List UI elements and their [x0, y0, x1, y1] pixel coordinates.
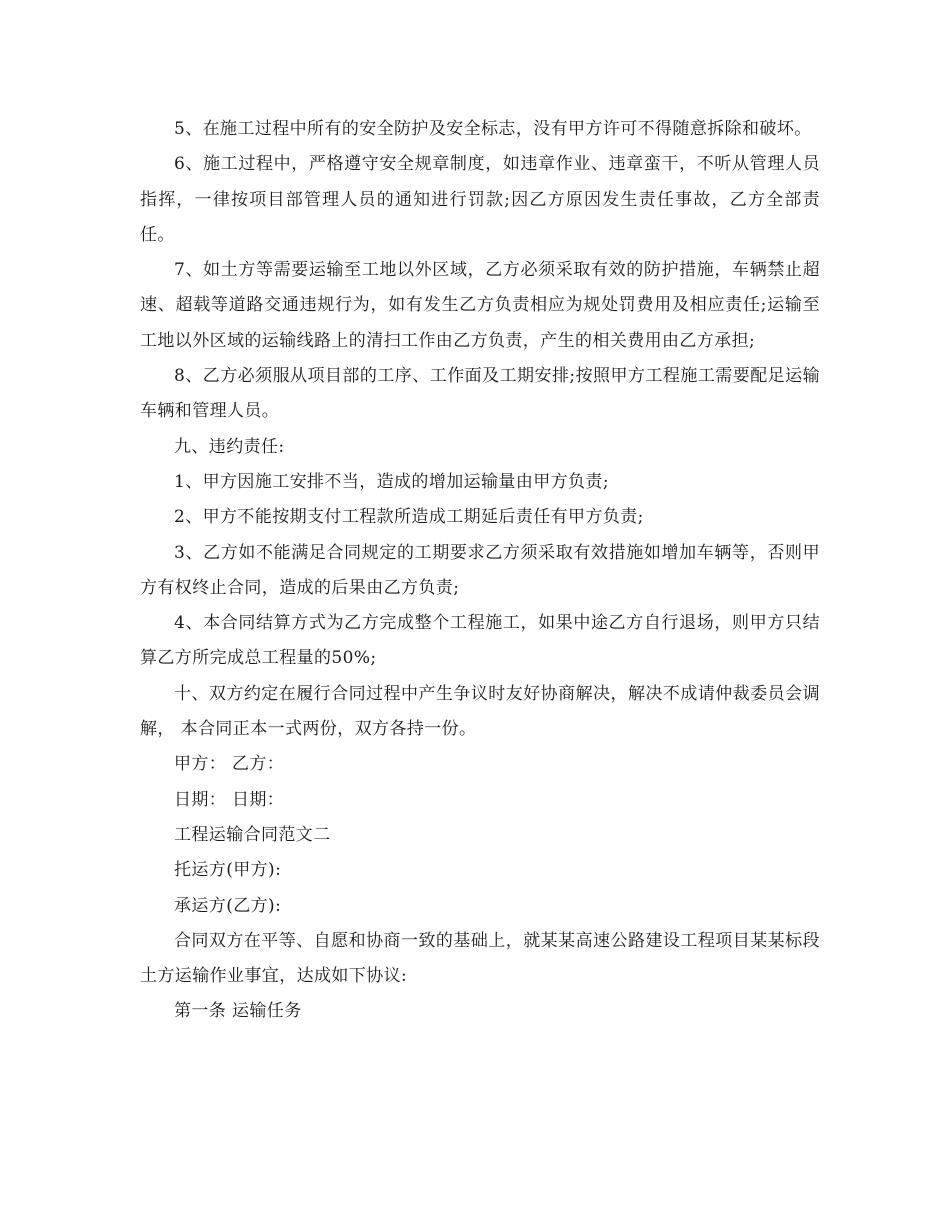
article-one-heading: 第一条 运输任务 — [174, 1001, 302, 1022]
paragraph-dispute-resolution: 十、双方约定在履行合同过程中产生争议时友好协商解决，解决不成请仲裁委员会调解， 本合同正本一式两份，双方各持一份。 — [140, 683, 820, 740]
shipper-party-line: 托运方(甲方): — [174, 860, 282, 881]
paragraph-breach-1: 1、甲方因施工安排不当，造成的增加运输量由甲方负责; — [174, 471, 609, 492]
carrier-party-line: 承运方(乙方): — [174, 895, 282, 916]
paragraph-breach-3: 3、乙方如不能满足合同规定的工期要求乙方须采取有效措施如增加车辆等，否则甲方有权终止合同，造成的后果由乙方负责; — [140, 542, 820, 598]
paragraph-clause-5: 5、在施工过程中所有的安全防护及安全标志，没有甲方许可不得随意拆除和破坏。 — [174, 119, 812, 139]
paragraph-clause-6: 6、施工过程中，严格遵守安全规章制度，如违章作业、违章蛮干，不听从管理人员指挥，一律按项目部管理人员的通知进行罚款;因乙方原因发生责任事故，乙方全部责任。 — [140, 154, 820, 245]
paragraph-clause-8: 8、乙方必须服从项目部的工序、工作面及工期安排;按照甲方工程施工需要配足运输车辆和管理人员。 — [140, 366, 820, 422]
document-body — [140, 112, 820, 1030]
paragraph-agreement-preamble: 合同双方在平等、自愿和协商一致的基础上，就某某高速公路建设工程项目某某标段土方运输作业事宜，达成如下协议: — [140, 930, 820, 987]
signature-date-line: 日期： 日期： — [174, 789, 285, 810]
signature-parties-line: 甲方： 乙方： — [174, 754, 285, 775]
paragraph-clause-7: 7、如土方等需要运输至工地以外区域，乙方必须采取有效的防护措施，车辆禁止超速、超载等道路交通违规行为，如有发生乙方负责相应为规处罚费用及相应责任;运输至工地以外区域的运输线路上的清扫工作由乙方负责，产生的相关费用由乙方承担; — [140, 260, 820, 351]
paragraph-breach-2: 2、甲方不能按期支付工程款所造成工期延后责任有甲方负责; — [174, 507, 644, 528]
section-title-sample-two: 工程运输合同范文二 — [174, 824, 331, 845]
section-heading-breach-liability: 九、违约责任: — [174, 436, 285, 457]
paragraph-breach-4: 4、本合同结算方式为乙方完成整个工程施工，如果中途乙方自行退场，则甲方只结算乙方所完成总工程量的50%; — [140, 613, 820, 669]
